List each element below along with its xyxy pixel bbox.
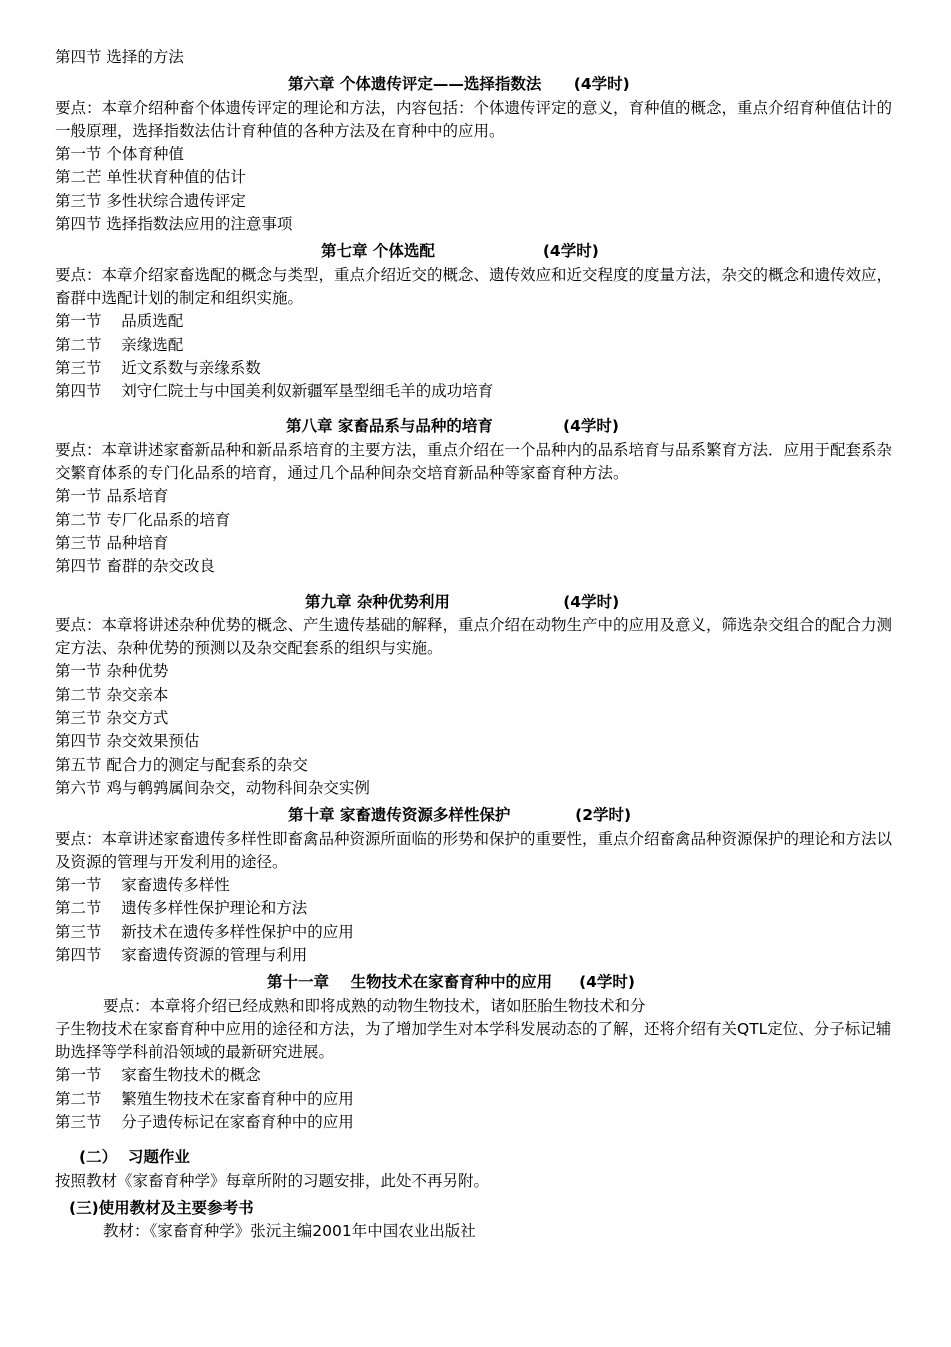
section-line: 第四节 杂交效果预估 [55, 732, 200, 751]
section-line: 第三节 多性状综合遗传评定 [55, 191, 246, 210]
section-line: 第一节 个体育种值 [55, 145, 184, 164]
section-line: 第二节 专厂化品系的培育 [55, 510, 231, 529]
section-line: 第四节 畜群的杂交改良 [55, 557, 215, 576]
section-line: 第三节 近文系数与亲缘系数 [55, 358, 261, 377]
homework-title: (二） 习题作业 [79, 1148, 190, 1167]
chapter-title: 第七章 个体选配 (4学时) [321, 242, 599, 261]
section-line: 第三节 分子遗传标记在家畜育种中的应用 [55, 1113, 354, 1132]
section-line: 第三节 新技术在遗传多样性保护中的应用 [55, 922, 354, 941]
section-line: 第四节 家畜遗传资源的管理与利用 [55, 945, 308, 964]
document-page [55, 46, 905, 1244]
chapter-summary: 子生物技术在家畜育种中应用的途径和方法，为了增加学生对本学科发展动态的了解，还将介绍有关QTL定位、分子标记辅助选择等学科前沿领域的最新研究进展。 [55, 1019, 892, 1062]
chapter-title: 第十一章 生物技术在家畜育种中的应用 (4学时) [267, 973, 636, 992]
textbook-section [55, 1197, 905, 1244]
chapter-summary: 要点：本章介绍家畜选配的概念与类型，重点介绍近交的概念、遗传效应和近交程度的度量方法，杂交的概念和遗传效应，畜群中选配计划的制定和组织实施。 [55, 265, 893, 307]
chapter-summary: 要点：本章介绍种畜个体遗传评定的理论和方法，内容包括：个体遗传评定的意义，育种值的概念，重点介绍育种值估计的一般原理，选择指数法估计育种值的各种方法及在育种中的应用。 [55, 98, 893, 140]
homework-text: 按照教材《家畜育种学》每章所附的习题安排，此处不再另附。 [55, 1171, 490, 1190]
section-line: 第三节 品种培育 [55, 533, 169, 552]
chapter-summary-first-line: 要点：本章将介绍已经成熟和即将成熟的动物生物技术，诸如胚胎生物技术和分 [103, 996, 646, 1015]
textbook-text: 教材：《家畜育种学》张沅主编2001年中国农业出版社 [103, 1222, 476, 1241]
chapter-7 [55, 240, 905, 403]
chapter-title: 第六章 个体遗传评定——选择指数法 (4学时) [288, 75, 630, 94]
chapter-title: 第八章 家畜品系与品种的培育 (4学时) [286, 417, 620, 436]
section-line: 第五节 配合力的测定与配套系的杂交 [55, 755, 308, 774]
section-line: 第一节 家畜生物技术的概念 [55, 1066, 261, 1085]
section-line: 第二芒 单性状育种值的估计 [55, 168, 246, 187]
section-line: 第四节 刘守仁院士与中国美利奴新疆军垦型细毛羊的成功培育 [55, 382, 494, 401]
textbook-title: (三)使用教材及主要参考书 [69, 1198, 254, 1217]
section-line: 第二节 杂交亲本 [55, 685, 169, 704]
section-line: 第四节 选择指数法应用的注意事项 [55, 215, 293, 234]
section-line: 第二节 遗传多样性保护理论和方法 [55, 899, 308, 918]
chapter-8 [55, 415, 905, 578]
section-line: 第一节 杂种优势 [55, 662, 169, 681]
section-line: 第一节 品质选配 [55, 312, 184, 331]
chapter-summary: 要点：本章讲述家畜遗传多样性即畜禽品种资源所面临的形势和保护的重要性，重点介绍畜禽品种资源保护的理论和方法以及资源的管理与开发利用的途径。 [55, 829, 893, 871]
section-line: 第一节 品系培育 [55, 487, 169, 506]
chapter-title: 第九章 杂种优势利用 (4学时) [305, 592, 620, 611]
section-line: 第三节 杂交方式 [55, 709, 169, 728]
chapter-6 [55, 73, 905, 236]
homework-section [55, 1146, 905, 1193]
chapter-title: 第十章 家畜遗传资源多样性保护 (2学时) [288, 806, 632, 825]
chapter-summary: 要点：本章将讲述杂种优势的概念、产生遗传基础的解释，重点介绍在动物生产中的应用及意义，筛选杂交组合的配合力测定方法、杂种优势的预测以及杂交配套系的组织与实施。 [55, 615, 893, 658]
section-line: 第四节 选择的方法 [55, 48, 184, 66]
chapter-summary: 要点：本章讲述家畜新品种和新品系培育的主要方法，重点介绍在一个品种内的品系培育与品系繁育方法．应用于配套系杂交繁育体系的专门化品系的培育，通过几个品种间杂交培育新品种等家畜育种方法。 [55, 440, 893, 483]
section-line: 第二节 亲缘选配 [55, 335, 184, 354]
section-line: 第二节 繁殖生物技术在家畜育种中的应用 [55, 1089, 354, 1108]
chapter-10 [55, 804, 905, 967]
section-line: 第一节 家畜遗传多样性 [55, 876, 230, 895]
chapter-11 [55, 971, 905, 1134]
chapter-9 [55, 591, 905, 801]
section-line: 第六节 鸡与鹌鹑属间杂交，动物科间杂交实例 [55, 778, 370, 797]
